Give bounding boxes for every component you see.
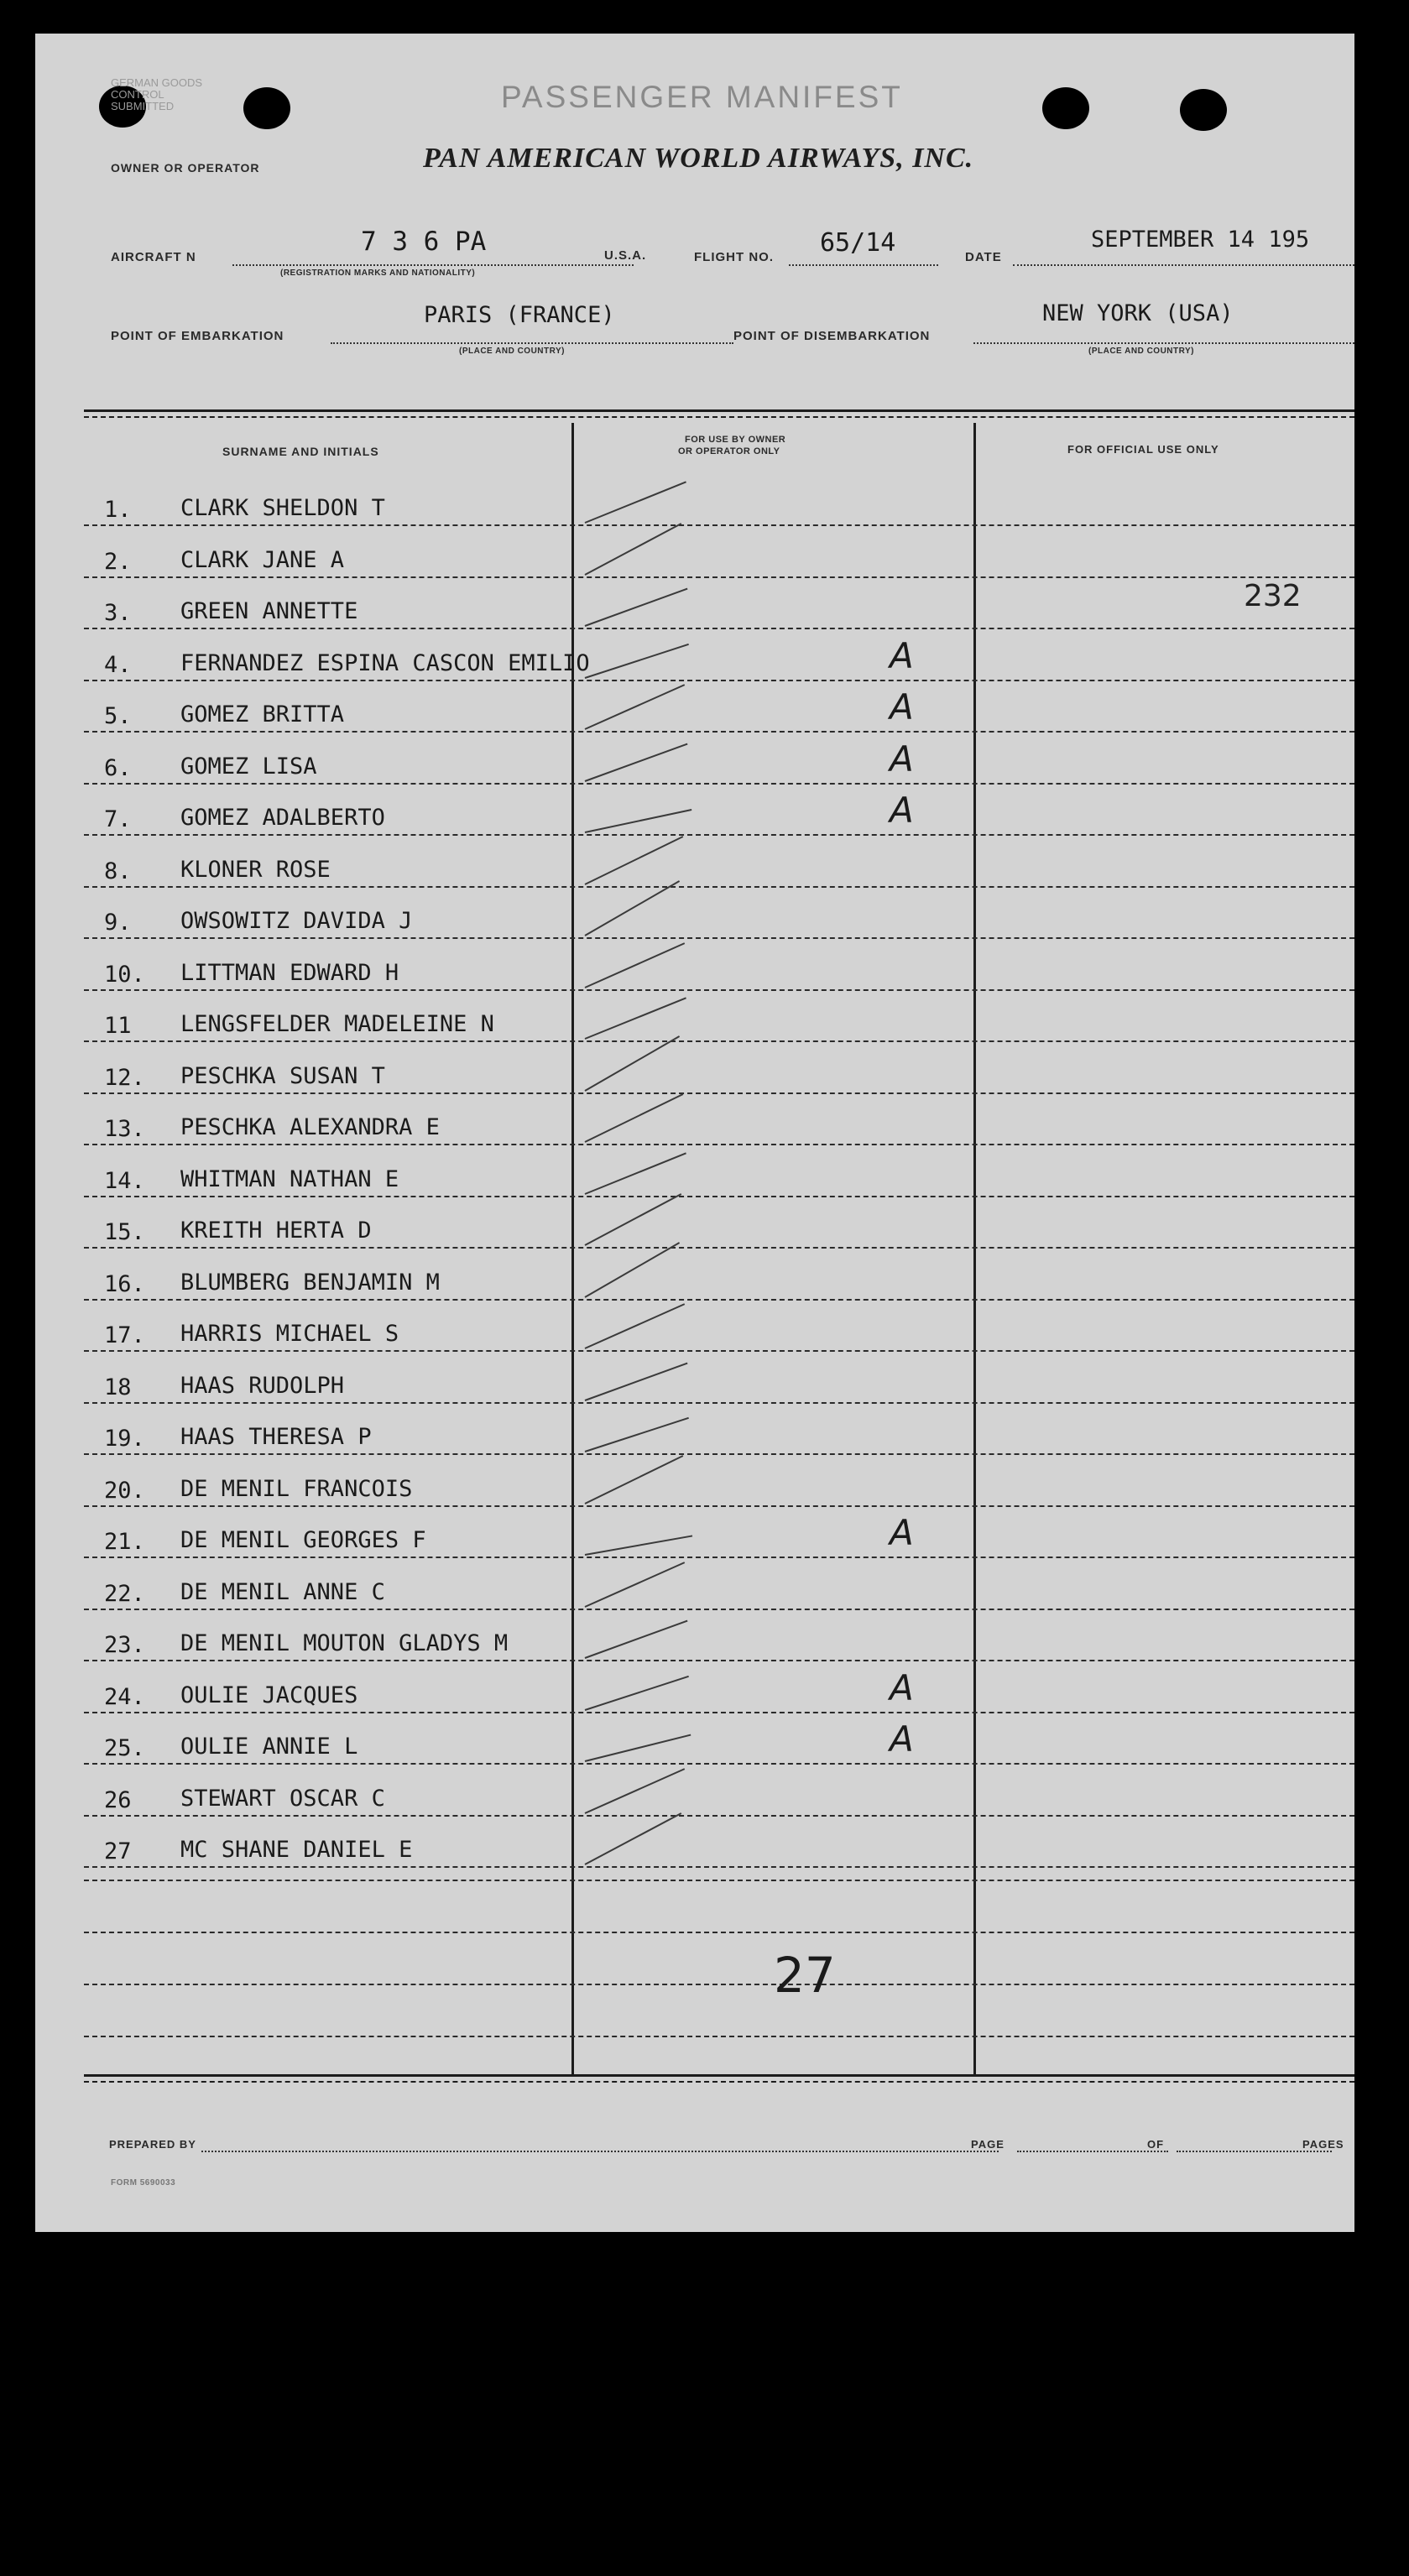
punch-hole xyxy=(243,87,290,129)
passenger-name: LENGSFELDER MADELEINE N xyxy=(180,1011,494,1037)
check-mark xyxy=(585,1242,681,1298)
check-mark xyxy=(585,1620,688,1659)
passenger-name: GOMEZ BRITTA xyxy=(180,701,345,727)
check-mark xyxy=(585,880,681,936)
flight-date: SEPTEMBER 14 195 xyxy=(1091,227,1310,253)
date-label: DATE xyxy=(965,250,1002,264)
check-mark xyxy=(585,588,688,627)
passenger-number: 12. xyxy=(104,1064,145,1091)
row-line xyxy=(84,1763,1354,1765)
flight-label: FLIGHT NO. xyxy=(694,250,774,264)
passenger-number: 17. xyxy=(104,1322,145,1348)
handwritten-mark: A xyxy=(890,1666,914,1708)
passenger-number: 1. xyxy=(104,497,132,523)
official-number: 232 xyxy=(1244,579,1302,613)
check-mark xyxy=(585,1768,686,1814)
check-mark xyxy=(585,1675,689,1710)
row-line xyxy=(84,1660,1354,1661)
passenger-number: 26 xyxy=(104,1786,132,1813)
owner-label: OWNER OR OPERATOR xyxy=(111,161,260,175)
row-line xyxy=(84,989,1354,991)
row-line xyxy=(84,1144,1354,1145)
official-use-header: FOR OFFICIAL USE ONLY xyxy=(1067,443,1219,456)
check-mark xyxy=(585,743,688,781)
passenger-number: 15. xyxy=(104,1219,145,1245)
aircraft-registration: 7 3 6 PA xyxy=(361,227,487,257)
passenger-name: DE MENIL FRANCOIS xyxy=(180,1475,413,1502)
of-label: OF xyxy=(1147,2138,1165,2151)
handwritten-mark: A xyxy=(890,1718,914,1760)
passenger-number: 21. xyxy=(104,1529,145,1555)
passenger-name: FERNANDEZ ESPINA CASCON EMILIO xyxy=(180,649,590,676)
check-mark xyxy=(585,809,692,833)
passenger-name: MC SHANE DANIEL E xyxy=(180,1837,413,1863)
passenger-name: DE MENIL ANNE C xyxy=(180,1578,385,1605)
check-mark xyxy=(585,942,686,988)
passenger-name: HAAS RUDOLPH xyxy=(180,1372,345,1399)
row-line xyxy=(84,1196,1354,1197)
row-line xyxy=(84,1609,1354,1610)
page-title: PASSENGER MANIFEST xyxy=(501,80,903,114)
row-line xyxy=(84,1557,1354,1558)
row-line xyxy=(84,1299,1354,1301)
handwritten-mark: A xyxy=(890,686,914,727)
row-line xyxy=(84,524,1354,526)
passenger-name: LITTMAN EDWARD H xyxy=(180,959,399,986)
row-line xyxy=(84,1866,1354,1868)
row-line xyxy=(84,731,1354,733)
passenger-name: KREITH HERTA D xyxy=(180,1218,372,1244)
passenger-name: GOMEZ ADALBERTO xyxy=(180,805,385,831)
page-label: PAGE xyxy=(971,2138,1005,2151)
handwritten-mark: A xyxy=(890,738,914,780)
form-number: FORM 5690033 xyxy=(111,2178,176,2188)
check-mark xyxy=(585,1734,691,1762)
row-line xyxy=(84,1402,1354,1404)
passenger-number: 16. xyxy=(104,1270,145,1297)
passenger-number: 2. xyxy=(104,548,132,575)
passenger-name: GOMEZ LISA xyxy=(180,753,317,780)
table-top-border xyxy=(84,409,1354,412)
pages-label: PAGES xyxy=(1302,2138,1344,2151)
check-mark xyxy=(585,1562,686,1608)
row-line xyxy=(84,628,1354,629)
operator-name: PAN AMERICAN WORLD AIRWAYS, INC. xyxy=(423,143,974,174)
column-divider xyxy=(973,423,976,2076)
passenger-number: 6. xyxy=(104,754,132,781)
row-line xyxy=(84,1350,1354,1352)
row-line xyxy=(84,1505,1354,1507)
embarkation-point: PARIS (FRANCE) xyxy=(424,302,615,328)
control-stamp: GERMAN GOODS CONTROL SUBMITTED xyxy=(111,76,203,112)
row-line xyxy=(84,1040,1354,1042)
passenger-name: PESCHKA SUSAN T xyxy=(180,1062,385,1089)
embarkation-sublabel: (PLACE AND COUNTRY) xyxy=(459,347,565,356)
aircraft-sublabel: (REGISTRATION MARKS AND NATIONALITY) xyxy=(280,269,476,278)
passenger-number: 20. xyxy=(104,1477,145,1504)
embarkation-label: POINT OF EMBARKATION xyxy=(111,329,284,343)
disembarkation-label: POINT OF DISEMBARKATION xyxy=(733,329,931,343)
punch-hole xyxy=(1180,89,1227,131)
row-line xyxy=(84,1092,1354,1094)
row-line xyxy=(84,1453,1354,1455)
passenger-number: 5. xyxy=(104,703,132,729)
passenger-number: 27 xyxy=(104,1838,132,1864)
passenger-number: 11 xyxy=(104,1013,132,1039)
row-line xyxy=(84,834,1354,836)
passenger-number: 13. xyxy=(104,1116,145,1142)
row-line xyxy=(84,680,1354,681)
handwritten-mark: A xyxy=(890,634,914,676)
check-mark xyxy=(585,1417,689,1452)
disembarkation-sublabel: (PLACE AND COUNTRY) xyxy=(1088,347,1194,356)
manifest-sheet xyxy=(35,34,1354,2232)
flight-number: 65/14 xyxy=(820,228,896,258)
passenger-name: GREEN ANNETTE xyxy=(180,598,358,624)
passenger-name: BLUMBERG BENJAMIN M xyxy=(180,1269,440,1296)
passenger-name: CLARK JANE A xyxy=(180,546,345,573)
passenger-number: 8. xyxy=(104,858,132,884)
disembarkation-point: NEW YORK (USA) xyxy=(1042,300,1234,326)
passenger-name: HAAS THERESA P xyxy=(180,1424,372,1450)
passenger-name: OULIE JACQUES xyxy=(180,1682,358,1708)
passenger-name: CLARK SHELDON T xyxy=(180,495,385,521)
handwritten-mark: A xyxy=(890,790,914,831)
passenger-number: 18 xyxy=(104,1374,132,1400)
check-mark xyxy=(585,523,682,576)
row-line xyxy=(84,1247,1354,1249)
owner-use-header: FOR USE BY OWNER xyxy=(685,435,786,445)
passenger-number: 22. xyxy=(104,1580,145,1607)
check-mark xyxy=(585,1362,688,1400)
check-mark xyxy=(585,836,684,885)
check-mark xyxy=(585,1535,692,1556)
passenger-number: 4. xyxy=(104,651,132,678)
check-mark xyxy=(585,1303,686,1349)
check-mark xyxy=(585,643,689,678)
passenger-number: 9. xyxy=(104,910,132,936)
usa-label: U.S.A. xyxy=(604,248,647,263)
check-mark xyxy=(585,1152,686,1195)
passenger-number: 25. xyxy=(104,1735,145,1761)
row-line xyxy=(84,783,1354,785)
row-line xyxy=(84,937,1354,939)
check-mark xyxy=(585,1193,682,1246)
passenger-name: DE MENIL MOUTON GLADYS M xyxy=(180,1630,509,1656)
owner-use-header-2: OR OPERATOR ONLY xyxy=(678,446,780,456)
row-line xyxy=(84,576,1354,578)
passenger-number: 14. xyxy=(104,1167,145,1194)
passenger-name: PESCHKA ALEXANDRA E xyxy=(180,1114,440,1140)
aircraft-label: AIRCRAFT N xyxy=(111,250,196,264)
passenger-name: KLONER ROSE xyxy=(180,856,331,883)
table-bottom-border xyxy=(84,2074,1354,2077)
passenger-number: 10. xyxy=(104,961,145,988)
row-line xyxy=(84,886,1354,888)
passenger-name: HARRIS MICHAEL S xyxy=(180,1321,399,1347)
check-mark xyxy=(585,1035,681,1092)
passenger-name: WHITMAN NATHAN E xyxy=(180,1165,399,1192)
punch-hole xyxy=(1042,87,1089,129)
check-mark xyxy=(585,1812,682,1865)
row-line xyxy=(84,1712,1354,1713)
check-mark xyxy=(585,1455,684,1504)
passenger-number: 19. xyxy=(104,1426,145,1452)
passenger-number: 3. xyxy=(104,600,132,626)
table-bottom-border-inner xyxy=(84,2081,1354,2083)
check-mark xyxy=(585,481,686,524)
passenger-number: 24. xyxy=(104,1683,145,1710)
handwritten-mark: A xyxy=(890,1512,914,1553)
table-top-border-inner xyxy=(84,416,1354,418)
check-mark xyxy=(585,1093,684,1143)
check-mark xyxy=(585,684,686,730)
passenger-number: 7. xyxy=(104,806,132,832)
passenger-name: OWSOWITZ DAVIDA J xyxy=(180,908,413,934)
handwritten-total: 27 xyxy=(774,1947,836,2004)
passenger-name: DE MENIL GEORGES F xyxy=(180,1527,426,1553)
check-mark xyxy=(585,997,686,1040)
passenger-name: OULIE ANNIE L xyxy=(180,1734,358,1760)
passenger-name: STEWART OSCAR C xyxy=(180,1785,385,1812)
prepared-label: PREPARED BY xyxy=(109,2138,196,2151)
surname-column-header: SURNAME AND INITIALS xyxy=(222,445,379,458)
passenger-number: 23. xyxy=(104,1632,145,1658)
row-line xyxy=(84,1815,1354,1817)
